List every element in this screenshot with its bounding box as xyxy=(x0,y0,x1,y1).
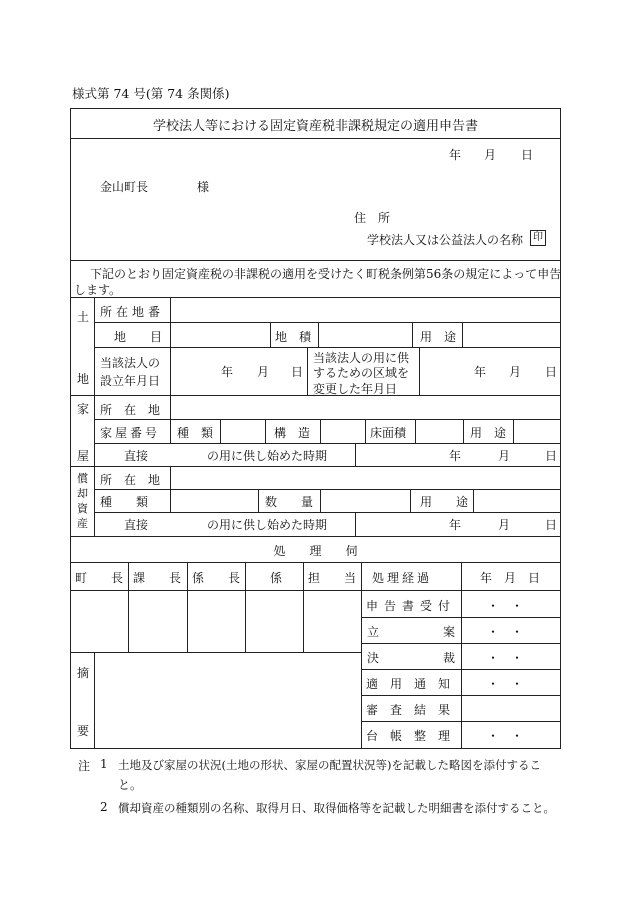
note-2-number: 2 xyxy=(100,800,108,814)
form-title: 学校法人等における固定資産税非課税規定の適用申告書 xyxy=(152,119,478,134)
date-dots-2: ・ ・ xyxy=(487,625,524,639)
step-approval: 決 裁 xyxy=(367,651,455,665)
land-established-2: 設立年月日 xyxy=(100,374,161,388)
land-category-label: 地 目 xyxy=(114,330,163,344)
process-header-staff: 係 xyxy=(270,571,283,585)
frame-right xyxy=(560,108,561,749)
date-dots-6: ・ ・ xyxy=(487,729,524,743)
land-change-3: 変更した年月日 xyxy=(313,382,398,396)
process-progress-header: 処理経過 xyxy=(372,571,433,585)
step-review: 審査結果 xyxy=(366,703,463,717)
house-kind-label: 種 類 xyxy=(177,426,214,440)
frame-bottom xyxy=(70,748,561,749)
step-receipt: 申告書受付 xyxy=(366,599,457,613)
depreciable-direct-label: 直接 xyxy=(124,518,149,532)
date-day-label: 日 xyxy=(521,148,534,162)
process-header-mayor: 町 長 xyxy=(75,571,124,585)
addressee-honorific: 様 xyxy=(197,180,210,194)
date-dots-1: ・ ・ xyxy=(487,599,524,613)
step-draft: 立 案 xyxy=(367,625,455,639)
statement-line-1: 下記のとおり固定資産税の非課税の適用を受けたく町税条例第56条の規定によって申告 xyxy=(90,267,562,281)
seal-mark: 印 xyxy=(530,230,546,246)
remarks-label-2: 要 xyxy=(77,724,90,738)
date-dots-4: ・ ・ xyxy=(487,677,524,691)
house-structure-label: 構 造 xyxy=(274,426,311,440)
land-est-year: 年 xyxy=(221,365,234,379)
house-since-label: の用に供し始めた時期 xyxy=(207,449,328,463)
house-location-label: 所 在 地 xyxy=(100,403,161,417)
land-established-1: 当該法人の xyxy=(100,356,161,370)
applicant-address-label: 住 所 xyxy=(354,211,391,225)
process-header-section-chief: 課 長 xyxy=(133,571,182,585)
process-date-header: 年 月 日 xyxy=(480,571,541,585)
land-change-1: 当該法人の用に供 xyxy=(313,351,410,365)
land-label-2: 地 xyxy=(77,372,90,386)
date-year-label: 年 xyxy=(449,148,462,162)
frame-top xyxy=(70,108,561,109)
process-header-unit-chief: 係 長 xyxy=(192,571,241,585)
step-ledger: 台帳整理 xyxy=(366,729,463,743)
depreciable-label: 償 却 資 産 xyxy=(77,472,88,530)
remarks-label-1: 摘 xyxy=(77,666,90,680)
land-change-2: するための区域を xyxy=(313,366,410,380)
notes-label: 注 xyxy=(78,759,91,773)
land-chg-month: 月 xyxy=(509,365,522,379)
depreciable-year: 年 xyxy=(449,518,462,532)
land-est-month: 月 xyxy=(257,365,270,379)
note-1-line-1: 土地及び家屋の状況(土地の形状、家屋の配置状況等)を記載した略図を添付するこ xyxy=(118,758,541,772)
note-1-number: 1 xyxy=(100,757,108,771)
depreciable-location-label: 所 在 地 xyxy=(100,473,161,487)
statement-line-2: します。 xyxy=(74,283,122,297)
depreciable-kind-label: 種 類 xyxy=(100,495,149,509)
note-2-text: 償却資産の種類別の名称、取得月日、取得価格等を記載した明細書を添付すること。 xyxy=(118,801,555,815)
house-direct-label: 直接 xyxy=(124,449,149,463)
form-number: 様式第 74 号(第 74 条関係) xyxy=(72,86,230,101)
addressee-name: 金山町長 xyxy=(100,180,149,194)
depreciable-month: 月 xyxy=(498,518,511,532)
land-location-label: 所在地番 xyxy=(100,305,165,319)
house-month: 月 xyxy=(498,449,511,463)
depreciable-since-label: の用に供し始めた時期 xyxy=(207,518,328,532)
house-year: 年 xyxy=(449,449,462,463)
house-label-1: 家 xyxy=(77,402,90,416)
applicant-name-label: 学校法人又は公益法人の名称 xyxy=(367,233,524,247)
house-day: 日 xyxy=(545,449,558,463)
process-title: 処 理 伺 xyxy=(273,544,358,558)
land-chg-year: 年 xyxy=(474,365,487,379)
date-month-label: 月 xyxy=(484,148,497,162)
house-label-2: 屋 xyxy=(77,449,90,463)
process-header-charge: 担 当 xyxy=(308,571,357,585)
step-notice: 適用通知 xyxy=(366,677,463,691)
land-chg-day: 日 xyxy=(545,365,558,379)
land-use-label: 用 途 xyxy=(420,330,457,344)
depreciable-use-label: 用 途 xyxy=(420,495,469,509)
land-est-day: 日 xyxy=(291,365,304,379)
depreciable-quantity-label: 数 量 xyxy=(265,495,314,509)
house-floor-label: 床面積 xyxy=(370,426,407,440)
land-label-1: 土 xyxy=(77,310,90,324)
land-area-label: 地 積 xyxy=(275,330,312,344)
depreciable-day: 日 xyxy=(545,518,558,532)
note-1-line-2: と。 xyxy=(118,778,143,792)
house-number-label: 家屋番号 xyxy=(100,426,161,440)
house-use-label: 用 途 xyxy=(470,426,507,440)
date-dots-3: ・ ・ xyxy=(487,651,524,665)
